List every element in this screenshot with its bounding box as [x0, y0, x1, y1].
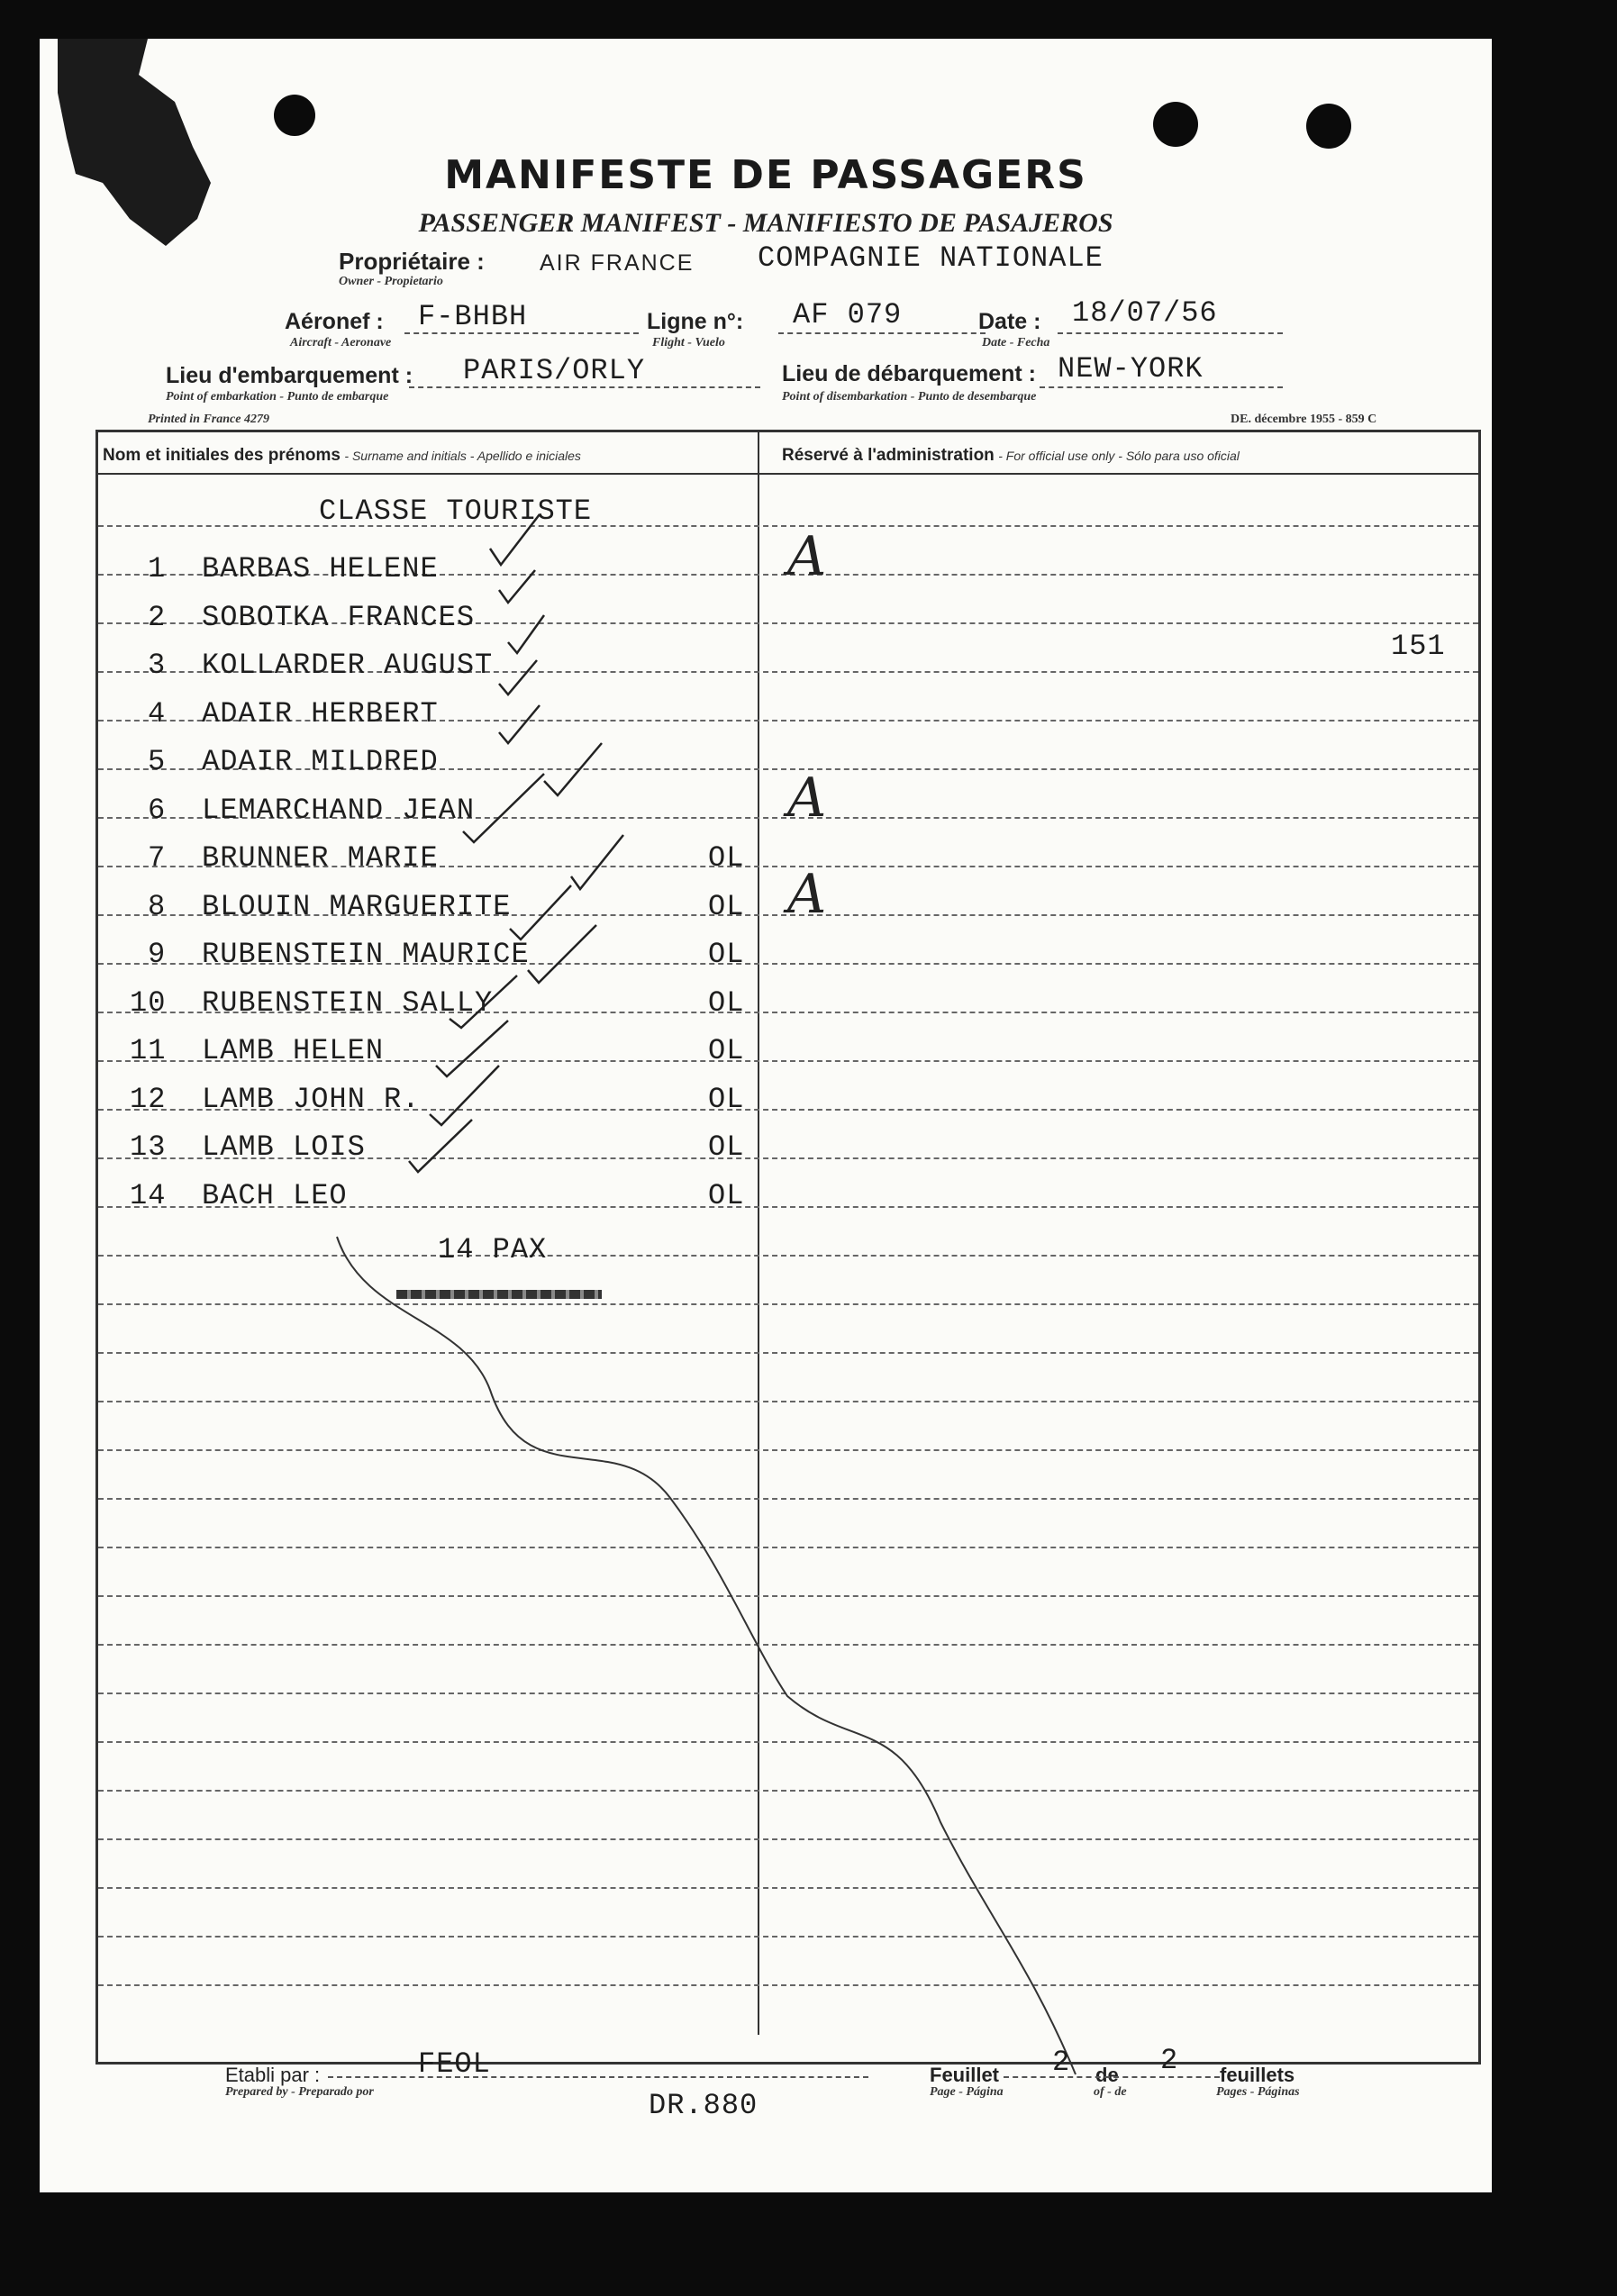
- passenger-name: LAMB LOIS: [202, 1130, 366, 1164]
- passenger-total: 14 PAX: [438, 1233, 548, 1266]
- of-label: de: [1095, 2064, 1119, 2086]
- passenger-number: 14: [130, 1179, 167, 1212]
- date-sub: Date - Fecha: [982, 336, 1050, 349]
- page-label: Feuillet: [930, 2064, 1000, 2086]
- passenger-code: OL: [708, 841, 745, 875]
- passenger-number: 9: [148, 938, 167, 971]
- page-line: [1004, 2076, 1220, 2078]
- passenger-name: LEMARCHAND JEAN: [202, 794, 476, 827]
- aircraft-label: Aéronef :: [285, 309, 384, 334]
- manifest-subtitle: PASSENGER MANIFEST - MANIFIESTO DE PASAJEROS: [418, 208, 1113, 238]
- passenger-code: OL: [708, 1130, 745, 1164]
- handwritten-marks: [40, 39, 1492, 2192]
- disembark-sub: Point of disembarkation - Punto de desembarque: [782, 390, 1037, 404]
- aircraft-sub: Aircraft - Aeronave: [290, 336, 392, 349]
- flight-sub: Flight - Vuelo: [652, 336, 725, 349]
- passenger-number: 8: [148, 890, 167, 923]
- passenger-number: 13: [130, 1130, 167, 1164]
- embark-label: Lieu d'embarquement :: [166, 363, 413, 388]
- passenger-code: OL: [708, 986, 745, 1020]
- passenger-code: OL: [708, 1034, 745, 1067]
- passenger-number: 3: [148, 649, 167, 682]
- owner-preprinted: AIR FRANCE: [540, 250, 695, 276]
- prepared-label: Etabli par :: [225, 2064, 321, 2086]
- disembark-value: NEW-YORK: [1058, 352, 1204, 386]
- doc-ref: DR.880: [649, 2089, 759, 2122]
- flight-label: Ligne n°:: [647, 309, 744, 334]
- passenger-number: 6: [148, 794, 167, 827]
- passenger-name: BACH LEO: [202, 1179, 348, 1212]
- form-code: DE. décembre 1955 - 859 C: [1231, 413, 1377, 426]
- prepared-line: [328, 2076, 868, 2078]
- admin-number: 151: [1391, 630, 1446, 663]
- embark-value: PARIS/ORLY: [463, 354, 646, 387]
- page-value: 2: [1052, 2046, 1071, 2079]
- passenger-name: ADAIR HERBERT: [202, 697, 439, 731]
- passenger-name: RUBENSTEIN SALLY: [202, 986, 494, 1020]
- page-sub: Page - Página: [930, 2085, 1004, 2099]
- printed-in: Printed in France 4279: [148, 413, 269, 426]
- passenger-name: BRUNNER MARIE: [202, 841, 439, 875]
- passenger-number: 2: [148, 601, 167, 634]
- passenger-name: LAMB HELEN: [202, 1034, 385, 1067]
- manifest-title: MANIFESTE DE PASSAGERS: [444, 152, 1087, 198]
- passenger-number: 10: [130, 986, 167, 1020]
- owner-typed: COMPAGNIE NATIONALE: [758, 241, 1104, 275]
- passenger-number: 4: [148, 697, 167, 731]
- passenger-code: OL: [708, 1179, 745, 1212]
- passenger-number: 5: [148, 745, 167, 778]
- passenger-number: 7: [148, 841, 167, 875]
- passenger-number: 12: [130, 1083, 167, 1116]
- admin-mark: A: [787, 525, 827, 588]
- prepared-sub: Prepared by - Preparado por: [225, 2085, 374, 2099]
- passenger-name: BARBAS HELENE: [202, 552, 439, 585]
- flight-value: AF 079: [793, 298, 903, 331]
- admin-mark: A: [787, 767, 827, 830]
- date-value: 18/07/56: [1072, 296, 1218, 330]
- disembark-label: Lieu de débarquement :: [782, 361, 1036, 386]
- passenger-name: RUBENSTEIN MAURICE: [202, 938, 530, 971]
- of-sub: of - de: [1094, 2085, 1127, 2099]
- passenger-name: BLOUIN MARGUERITE: [202, 890, 512, 923]
- aircraft-value: F-BHBH: [418, 300, 528, 333]
- passenger-code: OL: [708, 1083, 745, 1116]
- col-left-header: Nom et initiales des prénoms - Surname and initials - Apellido e iniciales: [103, 446, 581, 465]
- passenger-code: OL: [708, 890, 745, 923]
- owner-label: Propriétaire :: [339, 248, 485, 275]
- date-label: Date :: [978, 309, 1041, 334]
- prepared-value: FEOL: [418, 2047, 491, 2081]
- passenger-number: 11: [130, 1034, 167, 1067]
- pages-label: feuillets: [1220, 2064, 1295, 2086]
- passenger-code: OL: [708, 938, 745, 971]
- class-heading: CLASSE TOURISTE: [319, 495, 593, 528]
- pages-value: 2: [1160, 2044, 1179, 2077]
- pages-sub: Pages - Páginas: [1216, 2085, 1300, 2099]
- manifest-sheet: [40, 39, 1492, 2192]
- passenger-name: ADAIR MILDRED: [202, 745, 439, 778]
- passenger-name: LAMB JOHN R.: [202, 1083, 421, 1116]
- passenger-name: KOLLARDER AUGUST: [202, 649, 494, 682]
- embark-sub: Point of embarkation - Punto de embarque: [166, 390, 389, 404]
- owner-sub: Owner - Propietario: [339, 275, 443, 288]
- col-right-header: Réservé à l'administration - For official use only - Sólo para uso oficial: [782, 446, 1240, 465]
- admin-mark: A: [787, 863, 827, 926]
- passenger-number: 1: [148, 552, 167, 585]
- passenger-name: SOBOTKA FRANCES: [202, 601, 476, 634]
